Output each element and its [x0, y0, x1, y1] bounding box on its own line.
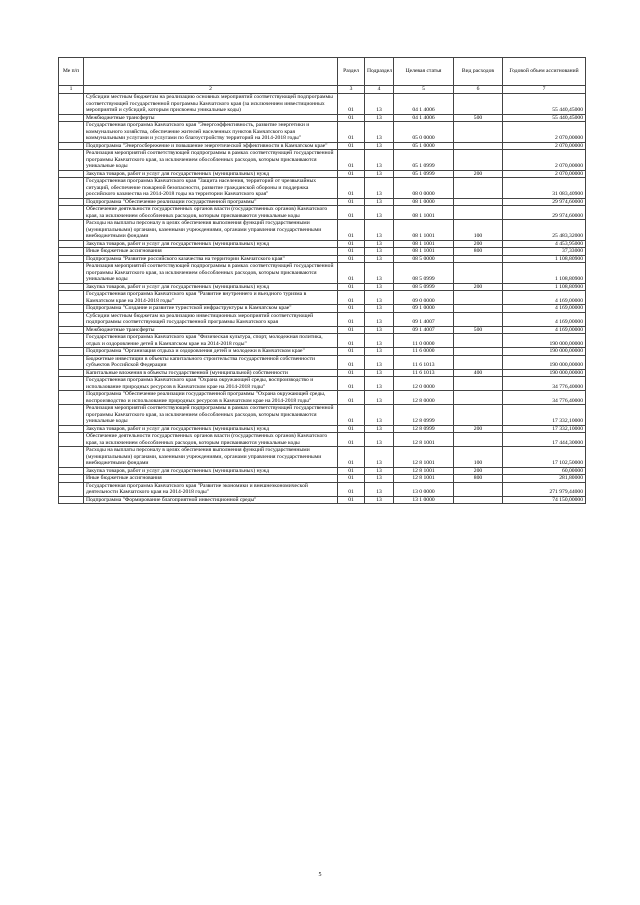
- table-row: [59, 283, 586, 291]
- row-number: [59, 220, 84, 241]
- row-amount: 4 169,00000: [503, 291, 586, 305]
- row-number: [59, 198, 84, 206]
- row-subsection: 13: [365, 312, 394, 326]
- row-target-item: 05 1 0999: [394, 170, 454, 178]
- row-section: 01: [338, 94, 365, 115]
- row-expense-type: 200: [454, 283, 503, 291]
- row-expense-type: [454, 150, 503, 171]
- row-subsection: 13: [365, 255, 394, 263]
- row-subsection: 13: [365, 240, 394, 248]
- row-target-item: 12 0 0000: [394, 377, 454, 391]
- row-section: 01: [338, 334, 365, 348]
- row-amount: 2 070,00000: [503, 170, 586, 178]
- table-row: [59, 447, 586, 468]
- row-target-item: 12 8 1001: [394, 467, 454, 475]
- row-name: Государственная программа Камчатского края "Охрана окружающей среды, воспроизводство и использование природных ресурсов в Камчатском крае на 2014-2018 годы": [84, 377, 338, 391]
- row-target-item: 11 6 0000: [394, 348, 454, 356]
- row-number: [59, 122, 84, 143]
- row-target-item: 12 8 0999: [394, 425, 454, 433]
- col-header-name: [84, 58, 338, 86]
- row-number: [59, 475, 84, 483]
- row-number: [59, 305, 84, 313]
- row-number: [59, 391, 84, 405]
- row-amount: 37,33000: [503, 248, 586, 256]
- row-section: 01: [338, 263, 365, 284]
- row-name: Закупка товаров, работ и услуг для государственных (муниципальных) нужд: [84, 283, 338, 291]
- row-target-item: 11 0 0000: [394, 334, 454, 348]
- row-amount: 2 070,00000: [503, 142, 586, 150]
- row-subsection: 13: [365, 263, 394, 284]
- row-target-item: 08 1 1001: [394, 240, 454, 248]
- row-expense-type: 500: [454, 326, 503, 334]
- row-number: [59, 348, 84, 356]
- row-name: Подпрограмма "Обеспечение реализации государственной программы": [84, 198, 338, 206]
- column-index: 5: [394, 86, 454, 94]
- row-section: 01: [338, 447, 365, 468]
- row-number: [59, 142, 84, 150]
- row-subsection: 13: [365, 326, 394, 334]
- table-row: [59, 369, 586, 377]
- row-subsection: 13: [365, 433, 394, 447]
- row-number: [59, 326, 84, 334]
- row-expense-type: [454, 255, 503, 263]
- row-amount: 17 102,50000: [503, 447, 586, 468]
- row-section: 01: [338, 355, 365, 369]
- row-expense-type: [454, 263, 503, 284]
- row-number: [59, 291, 84, 305]
- row-number: [59, 405, 84, 426]
- table-row: [59, 326, 586, 334]
- row-target-item: 08 5 0999: [394, 283, 454, 291]
- row-section: 01: [338, 178, 365, 199]
- row-expense-type: 100: [454, 447, 503, 468]
- row-section: 01: [338, 482, 365, 496]
- row-section: 01: [338, 150, 365, 171]
- row-name: Межбюджетные трансферты: [84, 326, 338, 334]
- row-number: [59, 263, 84, 284]
- row-expense-type: [454, 94, 503, 115]
- row-expense-type: [454, 405, 503, 426]
- row-section: 01: [338, 391, 365, 405]
- row-section: 01: [338, 312, 365, 326]
- table-row: [59, 142, 586, 150]
- table-row: [59, 248, 586, 256]
- row-name: Подпрограмма "Организация отдыха и оздоровления детей и молодежи в Камчатском крае": [84, 348, 338, 356]
- table-row: [59, 94, 586, 115]
- row-subsection: 13: [365, 369, 394, 377]
- row-target-item: 04 1 4006: [394, 114, 454, 122]
- row-target-item: 08 1 0000: [394, 198, 454, 206]
- row-name: Иные бюджетные ассигнования: [84, 248, 338, 256]
- row-target-item: 09 0 0000: [394, 291, 454, 305]
- row-amount: 17 332,10000: [503, 425, 586, 433]
- row-section: 01: [338, 475, 365, 483]
- row-subsection: 13: [365, 467, 394, 475]
- table-row: [59, 334, 586, 348]
- row-name: Закупка товаров, работ и услуг для государственных (муниципальных) нужд: [84, 240, 338, 248]
- row-target-item: 09 1 4007: [394, 326, 454, 334]
- row-target-item: 08 1 1001: [394, 220, 454, 241]
- row-section: 01: [338, 198, 365, 206]
- row-target-item: 08 0 0000: [394, 178, 454, 199]
- row-expense-type: 800: [454, 475, 503, 483]
- row-subsection: 13: [365, 114, 394, 122]
- row-number: [59, 377, 84, 391]
- table-row: [59, 240, 586, 248]
- row-target-item: 13 0 0000: [394, 482, 454, 496]
- row-number: [59, 482, 84, 496]
- row-subsection: 13: [365, 283, 394, 291]
- row-section: 01: [338, 433, 365, 447]
- row-amount: 17 444,30000: [503, 433, 586, 447]
- table-row: [59, 433, 586, 447]
- row-section: 01: [338, 496, 365, 504]
- row-subsection: 13: [365, 94, 394, 115]
- row-expense-type: 100: [454, 220, 503, 241]
- row-subsection: 13: [365, 248, 394, 256]
- row-amount: 4 453,95000: [503, 240, 586, 248]
- col-header-number: Ме п/п: [59, 58, 84, 86]
- row-amount: 17 332,10000: [503, 405, 586, 426]
- table-row: [59, 348, 586, 356]
- row-name: Подпрограмма "Энергосбережение и повышение энергетической эффективности в Камчатском крае": [84, 142, 338, 150]
- column-index: 4: [365, 86, 394, 94]
- row-name: Государственная программа Камчатского края "Защита населения, территорий от чрезвычайных ситуаций, обеспечение пожарной безопасности, развитие гражданской обороны и поддержка российского казачества на 2014-2018 годы на территории Камчатского края": [84, 178, 338, 199]
- row-name: Государственная программа Камчатского края "Развитие экономики и внешнеэкономической деятельности Камчатского края на 2014-2018 годы": [84, 482, 338, 496]
- row-amount: 190 000,00000: [503, 348, 586, 356]
- row-name: Субсидии местным бюджетам на реализацию основных мероприятий соответствующей подпрограммы соответствующей государственной программы Камчатского края (за исключением инвестиционных мероприятий и субсидий, которым присвоены уникальные коды): [84, 94, 338, 115]
- row-subsection: 13: [365, 355, 394, 369]
- row-expense-type: 200: [454, 425, 503, 433]
- row-section: 01: [338, 305, 365, 313]
- row-expense-type: [454, 433, 503, 447]
- row-section: 01: [338, 114, 365, 122]
- table-row: [59, 114, 586, 122]
- row-expense-type: [454, 355, 503, 369]
- row-target-item: 05 0 0000: [394, 122, 454, 143]
- table-row: [59, 291, 586, 305]
- table-row: [59, 391, 586, 405]
- row-subsection: 13: [365, 482, 394, 496]
- row-name: Реализация мероприятий соответствующей подпрограммы в рамках соответствующей государственной программы Камчатского края, за исключением обособленных расходов, которым присваиваются уникальные коды: [84, 263, 338, 284]
- table-row: [59, 355, 586, 369]
- row-section: 01: [338, 248, 365, 256]
- row-target-item: 09 1 0000: [394, 305, 454, 313]
- row-target-item: 05 1 0000: [394, 142, 454, 150]
- budget-table: [58, 57, 586, 504]
- row-expense-type: 400: [454, 369, 503, 377]
- table-row: [59, 170, 586, 178]
- table-row: [59, 475, 586, 483]
- row-name: Подпрограмма "Обеспечение реализации государственной программы "Охрана окружающей среды, воспроизводство и использование природных ресурсов в Камчатском крае на 2014-2018 годы": [84, 391, 338, 405]
- row-number: [59, 312, 84, 326]
- row-expense-type: 200: [454, 170, 503, 178]
- row-amount: 25 483,32000: [503, 220, 586, 241]
- row-name: Государственная программа Камчатского края "Физическая культура, спорт, молодежная политика, отдых и оздоровление детей в Камчатском крае на 2014-2018 годы": [84, 334, 338, 348]
- row-name: Государственная программа Камчатского края "Энергоэффективность, развитие энергетики и коммунального хозяйства, обеспечение жителей населенных пунктов Камчатского края коммунальными услугами и услугами по благоустройству территорий на 2014-2018 годы": [84, 122, 338, 143]
- row-amount: 2 070,00000: [503, 150, 586, 171]
- row-number: [59, 467, 84, 475]
- row-name: Обеспечение деятельности государственных органов власти (государственных органов) Камчатского края, за исключением обособленных расходов, которым присваиваются уникальные коды: [84, 206, 338, 220]
- row-section: 01: [338, 220, 365, 241]
- row-target-item: 08 1 1001: [394, 206, 454, 220]
- row-target-item: 11 6 1013: [394, 355, 454, 369]
- row-target-item: 13 1 0000: [394, 496, 454, 504]
- table-row: [59, 312, 586, 326]
- row-expense-type: [454, 377, 503, 391]
- col-header-subsection: Подраздел: [365, 58, 394, 86]
- row-section: 01: [338, 348, 365, 356]
- table-row: [59, 122, 586, 143]
- row-name: Государственная программа Камчатского края "Развитие внутреннего и въездного туризма в Камчатском крае на 2014-2018 годы": [84, 291, 338, 305]
- row-name: Иные бюджетные ассигнования: [84, 475, 338, 483]
- row-name: Подпрограмма "Создание и развитие туристской инфраструктуры в Камчатском крае": [84, 305, 338, 313]
- table-row: [59, 220, 586, 241]
- row-target-item: 09 1 4007: [394, 312, 454, 326]
- row-section: 01: [338, 291, 365, 305]
- table-header-row: [59, 58, 586, 86]
- row-section: 01: [338, 122, 365, 143]
- row-expense-type: 200: [454, 240, 503, 248]
- row-amount: 1 108,80900: [503, 263, 586, 284]
- row-subsection: 13: [365, 405, 394, 426]
- column-index-row: [59, 86, 586, 94]
- row-section: 01: [338, 377, 365, 391]
- row-section: 01: [338, 467, 365, 475]
- row-name: Подпрограмма "Развитие российского казачества на территории Камчатского края": [84, 255, 338, 263]
- row-name: Обеспечение деятельности государственных органов власти (государственных органов) Камчатского края, за исключением обособленных расходов, которым присваиваются уникальные коды: [84, 433, 338, 447]
- row-number: [59, 283, 84, 291]
- row-amount: 29 974,60000: [503, 206, 586, 220]
- row-name: Расходы на выплаты персоналу в целях обеспечения выполнения функций государственными (муниципальными) органами, казенными учреждениями, органами управления государственными внебюджетными фондами: [84, 447, 338, 468]
- row-number: [59, 355, 84, 369]
- row-amount: 4 169,00000: [503, 305, 586, 313]
- row-expense-type: [454, 291, 503, 305]
- table-row: [59, 255, 586, 263]
- table-row: [59, 482, 586, 496]
- column-index: 7: [503, 86, 586, 94]
- row-amount: 1 108,80900: [503, 283, 586, 291]
- row-amount: 4 169,00000: [503, 326, 586, 334]
- row-amount: 34 776,40000: [503, 377, 586, 391]
- row-amount: 31 083,40900: [503, 178, 586, 199]
- col-header-target-item: Целевая статья: [394, 58, 454, 86]
- row-subsection: 13: [365, 178, 394, 199]
- row-name: Субсидии местным бюджетам на реализацию инвестиционных мероприятий соответствующей подпрограммы соответствующей государственной программы Камчатского края: [84, 312, 338, 326]
- row-target-item: 12 8 1001: [394, 433, 454, 447]
- row-subsection: 13: [365, 391, 394, 405]
- row-target-item: 08 5 0000: [394, 255, 454, 263]
- row-amount: 281,80000: [503, 475, 586, 483]
- row-name: Капитальные вложения в объекты государственной (муниципальной) собственности: [84, 369, 338, 377]
- row-target-item: 12 8 0000: [394, 391, 454, 405]
- row-amount: 1 108,80900: [503, 255, 586, 263]
- row-section: 01: [338, 255, 365, 263]
- row-number: [59, 433, 84, 447]
- row-name: Реализация мероприятий соответствующей подпрограммы в рамках соответствующей государственной программы Камчатского края, за исключением обособленных расходов, которым присваиваются уникальные коды: [84, 405, 338, 426]
- row-amount: 74 150,00000: [503, 496, 586, 504]
- col-header-section: Раздел: [338, 58, 365, 86]
- table-row: [59, 377, 586, 391]
- row-number: [59, 248, 84, 256]
- row-subsection: 13: [365, 377, 394, 391]
- table-row: [59, 178, 586, 199]
- row-number: [59, 178, 84, 199]
- row-section: 01: [338, 283, 365, 291]
- row-subsection: 13: [365, 142, 394, 150]
- row-target-item: 12 8 1001: [394, 447, 454, 468]
- row-expense-type: [454, 206, 503, 220]
- row-amount: 4 169,00000: [503, 312, 586, 326]
- row-number: [59, 496, 84, 504]
- row-expense-type: [454, 496, 503, 504]
- row-name: Межбюджетные трансферты: [84, 114, 338, 122]
- row-amount: 2 070,00000: [503, 122, 586, 143]
- row-subsection: 13: [365, 447, 394, 468]
- table-row: [59, 496, 586, 504]
- row-section: 01: [338, 405, 365, 426]
- column-index: 6: [454, 86, 503, 94]
- column-index: 1: [59, 86, 84, 94]
- row-name: Закупка товаров, работ и услуг для государственных (муниципальных) нужд: [84, 467, 338, 475]
- row-subsection: 13: [365, 348, 394, 356]
- row-number: [59, 206, 84, 220]
- row-subsection: 13: [365, 220, 394, 241]
- row-name: Закупка товаров, работ и услуг для государственных (муниципальных) нужд: [84, 170, 338, 178]
- row-number: [59, 425, 84, 433]
- row-number: [59, 240, 84, 248]
- row-amount: 34 776,40000: [503, 391, 586, 405]
- row-section: 01: [338, 326, 365, 334]
- row-subsection: 13: [365, 150, 394, 171]
- row-number: [59, 94, 84, 115]
- row-number: [59, 150, 84, 171]
- row-name: Расходы на выплаты персоналу в целях обеспечения выполнения функций государственными (муниципальными) органами, казенными учреждениями, органами управления государственными внебюджетными фондами: [84, 220, 338, 241]
- row-target-item: 08 5 0999: [394, 263, 454, 284]
- row-expense-type: 800: [454, 248, 503, 256]
- row-number: [59, 170, 84, 178]
- row-number: [59, 369, 84, 377]
- row-expense-type: [454, 305, 503, 313]
- row-expense-type: 200: [454, 467, 503, 475]
- row-number: [59, 255, 84, 263]
- row-section: 01: [338, 206, 365, 220]
- row-amount: 29 974,60000: [503, 198, 586, 206]
- row-target-item: 12 8 1001: [394, 475, 454, 483]
- row-expense-type: [454, 334, 503, 348]
- row-subsection: 13: [365, 122, 394, 143]
- table-row: [59, 467, 586, 475]
- col-header-expense-type: Вид расходов: [454, 58, 503, 86]
- row-number: [59, 114, 84, 122]
- row-subsection: 13: [365, 291, 394, 305]
- row-expense-type: 500: [454, 114, 503, 122]
- table-row: [59, 263, 586, 284]
- table-row: [59, 198, 586, 206]
- row-name: Реализация мероприятий соответствующей подпрограммы в рамках соответствующей государственной программы Камчатского края, за исключением обособленных расходов, которым присваиваются уникальные коды: [84, 150, 338, 171]
- row-expense-type: [454, 482, 503, 496]
- row-name: Подпрограмма "Формирование благоприятной инвестиционной среды": [84, 496, 338, 504]
- row-number: [59, 334, 84, 348]
- column-index: 2: [84, 86, 338, 94]
- row-amount: 60,00000: [503, 467, 586, 475]
- row-amount: 190 000,00000: [503, 334, 586, 348]
- table-row: [59, 206, 586, 220]
- column-index: 3: [338, 86, 365, 94]
- row-amount: 271 979,44000: [503, 482, 586, 496]
- row-subsection: 13: [365, 425, 394, 433]
- row-expense-type: [454, 391, 503, 405]
- row-expense-type: [454, 122, 503, 143]
- row-expense-type: [454, 142, 503, 150]
- row-subsection: 13: [365, 305, 394, 313]
- row-expense-type: [454, 178, 503, 199]
- col-header-annual-amount: Годовой объем ассигнований: [503, 58, 586, 86]
- row-amount: 190 000,00000: [503, 355, 586, 369]
- page-number: 5: [318, 872, 322, 878]
- row-expense-type: [454, 348, 503, 356]
- table-row: [59, 305, 586, 313]
- row-section: 01: [338, 369, 365, 377]
- row-target-item: 05 1 0999: [394, 150, 454, 171]
- row-name: Бюджетные инвестиции в объекты капитального строительства государственной собственности субъектов Российской Федерации: [84, 355, 338, 369]
- row-section: 01: [338, 142, 365, 150]
- row-subsection: 13: [365, 334, 394, 348]
- row-subsection: 13: [365, 170, 394, 178]
- row-subsection: 13: [365, 206, 394, 220]
- row-target-item: 11 6 1013: [394, 369, 454, 377]
- row-name: Закупка товаров, работ и услуг для государственных (муниципальных) нужд: [84, 425, 338, 433]
- row-target-item: 12 8 0999: [394, 405, 454, 426]
- table-row: [59, 405, 586, 426]
- row-amount: 55 440,45000: [503, 114, 586, 122]
- row-section: 01: [338, 425, 365, 433]
- row-section: 01: [338, 170, 365, 178]
- row-expense-type: [454, 312, 503, 326]
- row-expense-type: [454, 198, 503, 206]
- row-amount: 55 440,45000: [503, 94, 586, 115]
- row-target-item: 04 1 4006: [394, 94, 454, 115]
- table-row: [59, 425, 586, 433]
- row-subsection: 13: [365, 198, 394, 206]
- row-amount: 190 000,00000: [503, 369, 586, 377]
- row-number: [59, 447, 84, 468]
- row-section: 01: [338, 240, 365, 248]
- table-row: [59, 150, 586, 171]
- row-target-item: 08 1 1001: [394, 248, 454, 256]
- row-subsection: 13: [365, 496, 394, 504]
- row-subsection: 13: [365, 475, 394, 483]
